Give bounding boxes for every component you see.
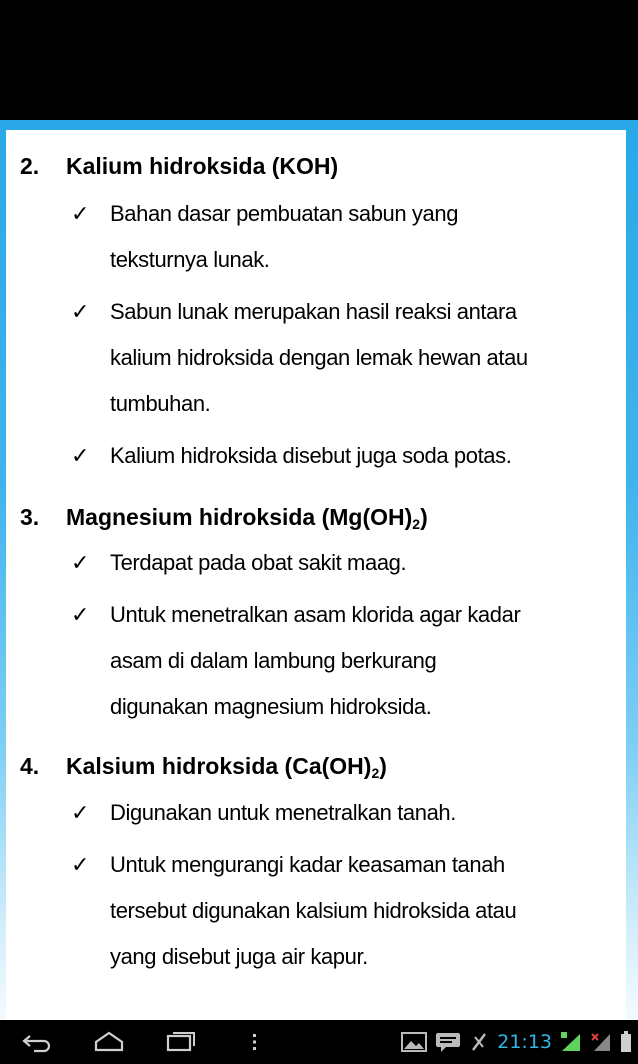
gallery-icon [401, 1031, 427, 1053]
signal-icon [560, 1032, 582, 1052]
status-area [401, 1028, 632, 1056]
list-item-text [110, 790, 618, 836]
check-icon: ✓ [71, 800, 90, 825]
check-icon: ✓ [71, 550, 90, 575]
slide-content [6, 130, 626, 1020]
section-heading-3 [20, 502, 428, 532]
signal-x-icon [590, 1032, 612, 1052]
section-title: Kalium hidroksida (KOH) [66, 153, 339, 179]
list-item-text [110, 289, 618, 427]
recent-apps-icon[interactable] [164, 1030, 198, 1054]
text-line: Untuk menetralkan asam klorida agar kadar [110, 602, 521, 627]
text-line: digunakan magnesium hidroksida. [110, 694, 432, 719]
text-line: yang disebut juga air kapur. [110, 944, 368, 969]
text-line: kalium hidroksida dengan lemak hewan atau [110, 345, 528, 370]
menu-icon[interactable] [244, 1030, 264, 1054]
section-number: 2. [20, 153, 40, 179]
text-line: Terdapat pada obat sakit maag. [110, 550, 407, 575]
text-line: asam di dalam lambung berkurang [110, 648, 437, 673]
check-icon: ✓ [71, 852, 90, 877]
check-icon: ✓ [71, 602, 90, 627]
text-line: teksturnya lunak. [110, 247, 270, 272]
text-line: Bahan dasar pembuatan sabun yang [110, 201, 459, 226]
section-title: Magnesium hidroksida $(Mg(OH)_2)$ [66, 504, 428, 532]
slide [0, 120, 638, 1020]
text-line: Digunakan untuk menetralkan tanah. [110, 800, 456, 825]
top-black-bar [0, 0, 638, 120]
section-title: Kalsium hidroksida $(Ca(OH)_2)$ [66, 753, 387, 781]
check-icon: ✓ [71, 201, 90, 226]
list-item-text [110, 592, 618, 730]
text-line: Sabun lunak merupakan hasil reaksi antara [110, 299, 517, 324]
list-item-text [110, 191, 618, 283]
check-icon: ✓ [71, 443, 90, 468]
text-line: Untuk mengurangi kadar keasaman tanah [110, 852, 505, 877]
no-mic-icon [469, 1031, 489, 1053]
section-number: 3. [20, 504, 40, 530]
slide-page [6, 130, 626, 1020]
home-icon[interactable] [92, 1030, 126, 1054]
back-icon[interactable] [20, 1030, 54, 1054]
section-number: 4. [20, 753, 40, 779]
text-line: tumbuhan. [110, 391, 211, 416]
list-item-text [110, 433, 618, 479]
chat-icon [435, 1031, 461, 1053]
clock: 21:13 [497, 1031, 552, 1053]
section-heading-2 [20, 151, 338, 181]
list-item-text [110, 842, 618, 980]
text-line: tersebut digunakan kalsium hidroksida atau [110, 898, 517, 923]
list-item-text [110, 540, 618, 586]
check-icon: ✓ [71, 299, 90, 324]
section-heading-4 [20, 751, 387, 781]
battery-icon [620, 1031, 632, 1053]
text-line: Kalium hidroksida disebut juga soda potas. [110, 443, 512, 468]
system-nav-bar [0, 1020, 638, 1064]
